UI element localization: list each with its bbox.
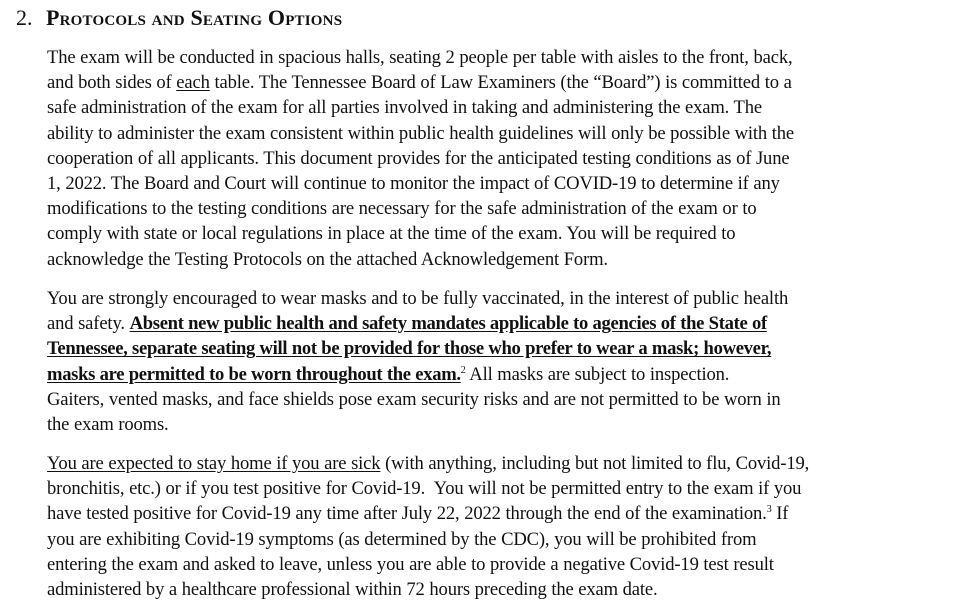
text-line: administered by a healthcare professional within 72 hours preceding the exam date. (47, 579, 658, 601)
section-number: 2. (16, 5, 33, 30)
text-line: comply with state or local regulations in place at the time of the exam. You will be required to (47, 223, 736, 245)
text-line: safe administration of the exam for all parties involved in taking and administering the exam. The (47, 97, 762, 119)
text-segment: have tested positive for Covid-19 any time after July 22, 2022 through the end of the examination. (47, 503, 767, 525)
paragraph-stay-home (47, 451, 965, 602)
text-line: 1, 2022. The Board and Court will continue to monitor the impact of COVID-19 to determine if any (47, 173, 780, 195)
bold-underlined-text: masks are permitted to be worn throughout the exam. (47, 363, 461, 385)
bold-underlined-text: Absent new public health and safety mandates applicable to agencies of the State of (129, 313, 767, 335)
text-line: cooperation of all applicants. This document provides for the anticipated testing conditions as of June (47, 147, 790, 169)
text-line: you are exhibiting Covid-19 symptoms (as determined by the CDC), you will be prohibited from (47, 528, 757, 550)
section-heading (16, 2, 342, 34)
paragraph-masks (47, 286, 965, 437)
text-line: You are strongly encouraged to wear masks and to be fully vaccinated, in the interest of public health (47, 288, 789, 309)
text-line: Gaiters, vented masks, and face shields pose exam security risks and are not permitted to be worn in (47, 388, 781, 410)
text-segment: and safety. (47, 313, 130, 335)
text-line (47, 451, 965, 476)
bold-underlined-text: Tennessee, separate seating will not be provided for those who prefer to wear a mask; however, (47, 338, 772, 360)
text-line: the exam rooms. (47, 414, 169, 436)
text-line: modifications to the testing conditions are necessary for the safe administration of the exam or to (47, 198, 757, 220)
text-line (47, 70, 965, 95)
text-line: entering the exam and asked to leave, unless you are able to provide a negative Covid-19 test result (47, 553, 774, 575)
text-line: ability to administer the exam consistent within public health guidelines will only be possible with the (47, 122, 795, 144)
underlined-text: You are expected to stay home if you are sick (47, 453, 381, 474)
footnote-ref-2[interactable]: 2 (460, 364, 466, 376)
text-segment: (with anything, including but not limited to flu, Covid-19, (380, 453, 810, 474)
text-line (47, 501, 965, 526)
underlined-text: each (176, 72, 210, 94)
text-line (47, 336, 965, 361)
text-line: acknowledge the Testing Protocols on the attached Acknowledgement Form. (47, 248, 608, 270)
text-segment: If (771, 503, 789, 525)
section-title: Protocols and Seating Options (46, 5, 343, 30)
text-segment: All masks are subject to inspection. (465, 363, 730, 385)
text-line: The exam will be conducted in spacious halls, seating 2 people per table with aisles to the front, back, (47, 47, 793, 68)
paragraph-exam-halls (47, 45, 965, 272)
text-segment: table. The Tennessee Board of Law Examiners (the “Board”) is committed to a (209, 72, 792, 94)
text-line: bronchitis, etc.) or if you test positive for Covid-19. You will not be permitted entry to the exam if you (47, 478, 802, 500)
text-segment: and both sides of (47, 72, 177, 94)
footnote-ref-3[interactable]: 3 (766, 504, 772, 516)
text-line (47, 311, 965, 336)
text-line (47, 362, 965, 387)
